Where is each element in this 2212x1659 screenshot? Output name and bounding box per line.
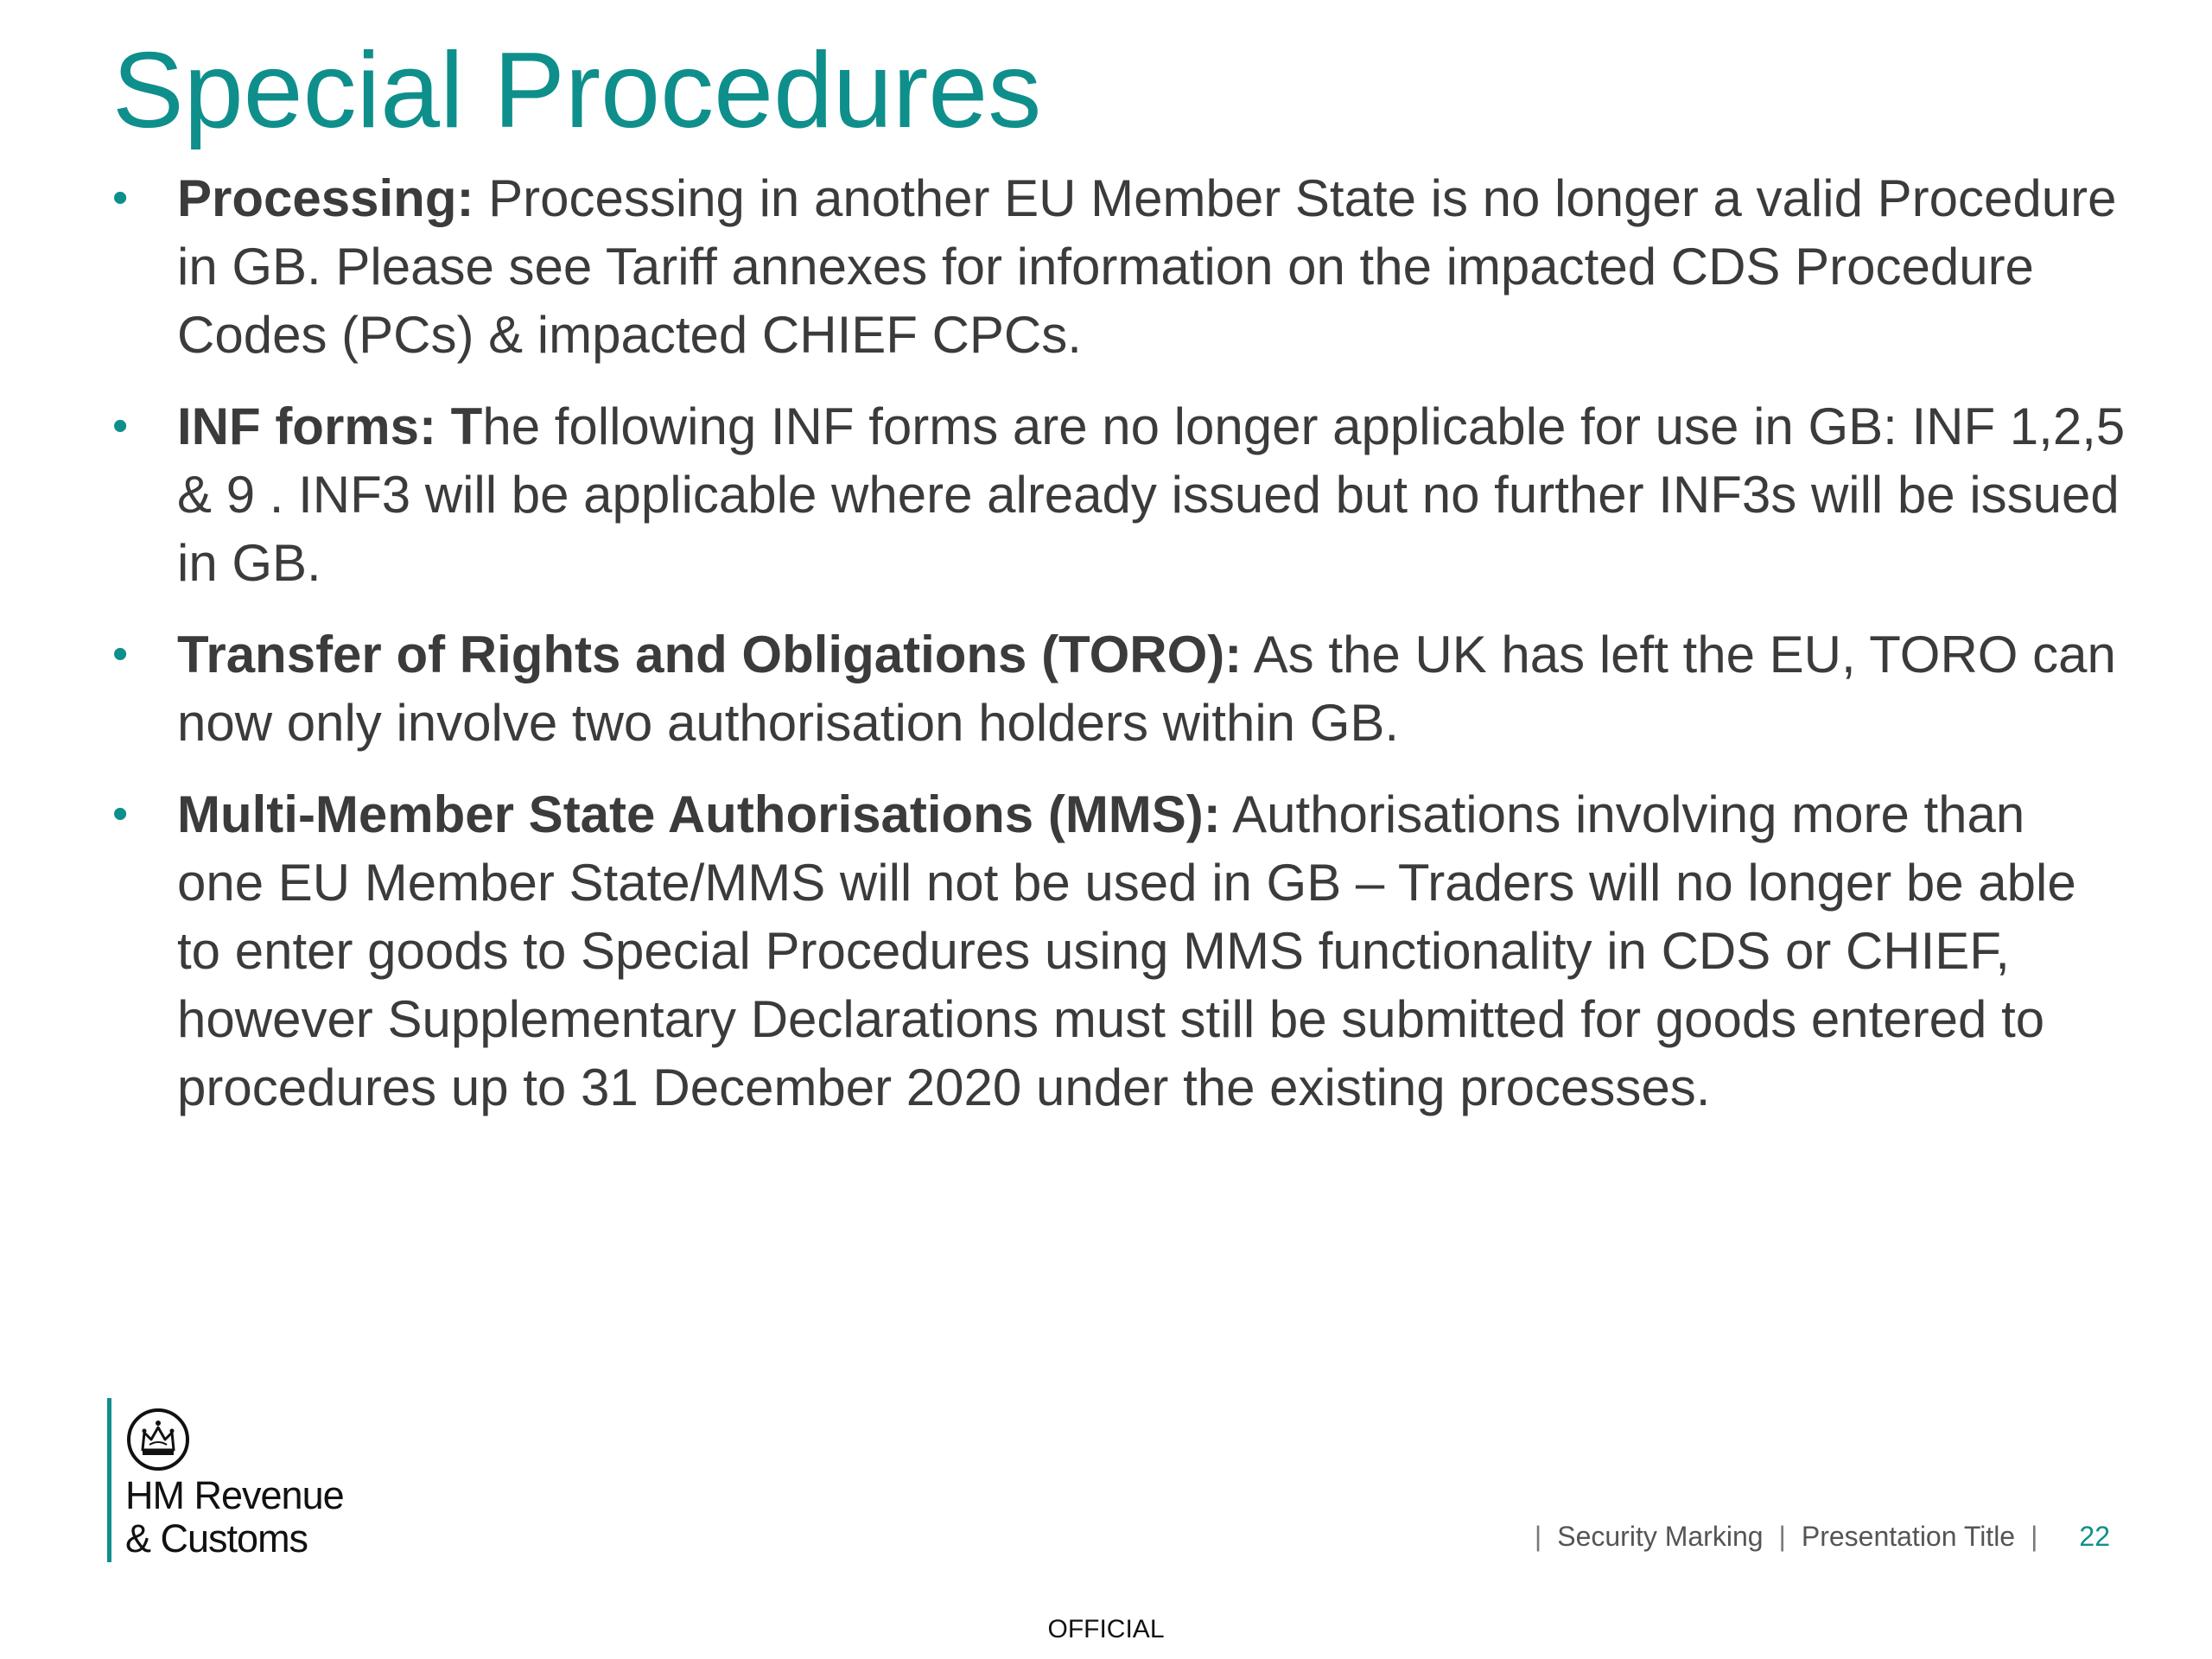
logo-line-1: HM Revenue	[125, 1473, 344, 1517]
bullet-text: Authorisations involving more than one EU Member State/MMS will not be used in GB – Traders will no longer be able to enter goods to Special Procedures using MMS functionality in CDS or CHIEF, however Supplementary Declarations must still be submitted for goods entered to procedures up to 31 December 2020 under the existing processes.	[177, 785, 2076, 1116]
logo-accent-bar	[107, 1398, 111, 1562]
bullet-item-toro	[112, 620, 2126, 757]
footer-separator: |	[1778, 1521, 1786, 1552]
hmrc-logo	[107, 1398, 392, 1562]
slide-footer	[1519, 1519, 2110, 1554]
bullet-dot-icon: •	[112, 629, 129, 679]
royal-crest-icon	[125, 1407, 191, 1472]
bullet-text: he following INF forms are no longer applicable for use in GB: INF 1,2,5 & 9 . INF3 will be applicable where already issued but no further INF3s will be issued in GB.	[177, 397, 2126, 592]
footer-security-marking: Security Marking	[1557, 1521, 1764, 1552]
bullet-term: Processing:	[177, 169, 474, 227]
bullet-term: INF forms: T	[177, 397, 483, 455]
bullet-item-inf-forms	[112, 392, 2126, 597]
bullet-term: Transfer of Rights and Obligations (TORO):	[177, 626, 1243, 683]
footer-separator: |	[1534, 1521, 1542, 1552]
slide-title: Special Procedures	[112, 31, 1042, 150]
bullet-text: As the UK has left the EU, TORO can now only involve two authorisation holders within GB.	[177, 626, 2116, 752]
bullet-text: Processing in another EU Member State is no longer a valid Procedure in GB. Please see Tariff annexes for information on the impacted CDS Procedure Codes (PCs) & impacted CHIEF CPCs.	[177, 169, 2117, 364]
page-number: 22	[2079, 1521, 2110, 1552]
bullet-item-mms	[112, 780, 2126, 1122]
footer-presentation-title: Presentation Title	[1801, 1521, 2016, 1552]
footer-separator: |	[2031, 1521, 2038, 1552]
bullet-dot-icon: •	[112, 401, 129, 451]
bullet-term: Multi-Member State Authorisations (MMS):	[177, 785, 1221, 843]
bullet-dot-icon: •	[112, 789, 129, 839]
classification-label: OFFICIAL	[1047, 1615, 1165, 1643]
bullet-list	[112, 164, 2126, 1145]
logo-line-2: & Customs	[125, 1516, 308, 1560]
bullet-item-processing	[112, 164, 2126, 369]
bullet-dot-icon: •	[112, 173, 129, 223]
logo-wordmark	[125, 1474, 344, 1560]
